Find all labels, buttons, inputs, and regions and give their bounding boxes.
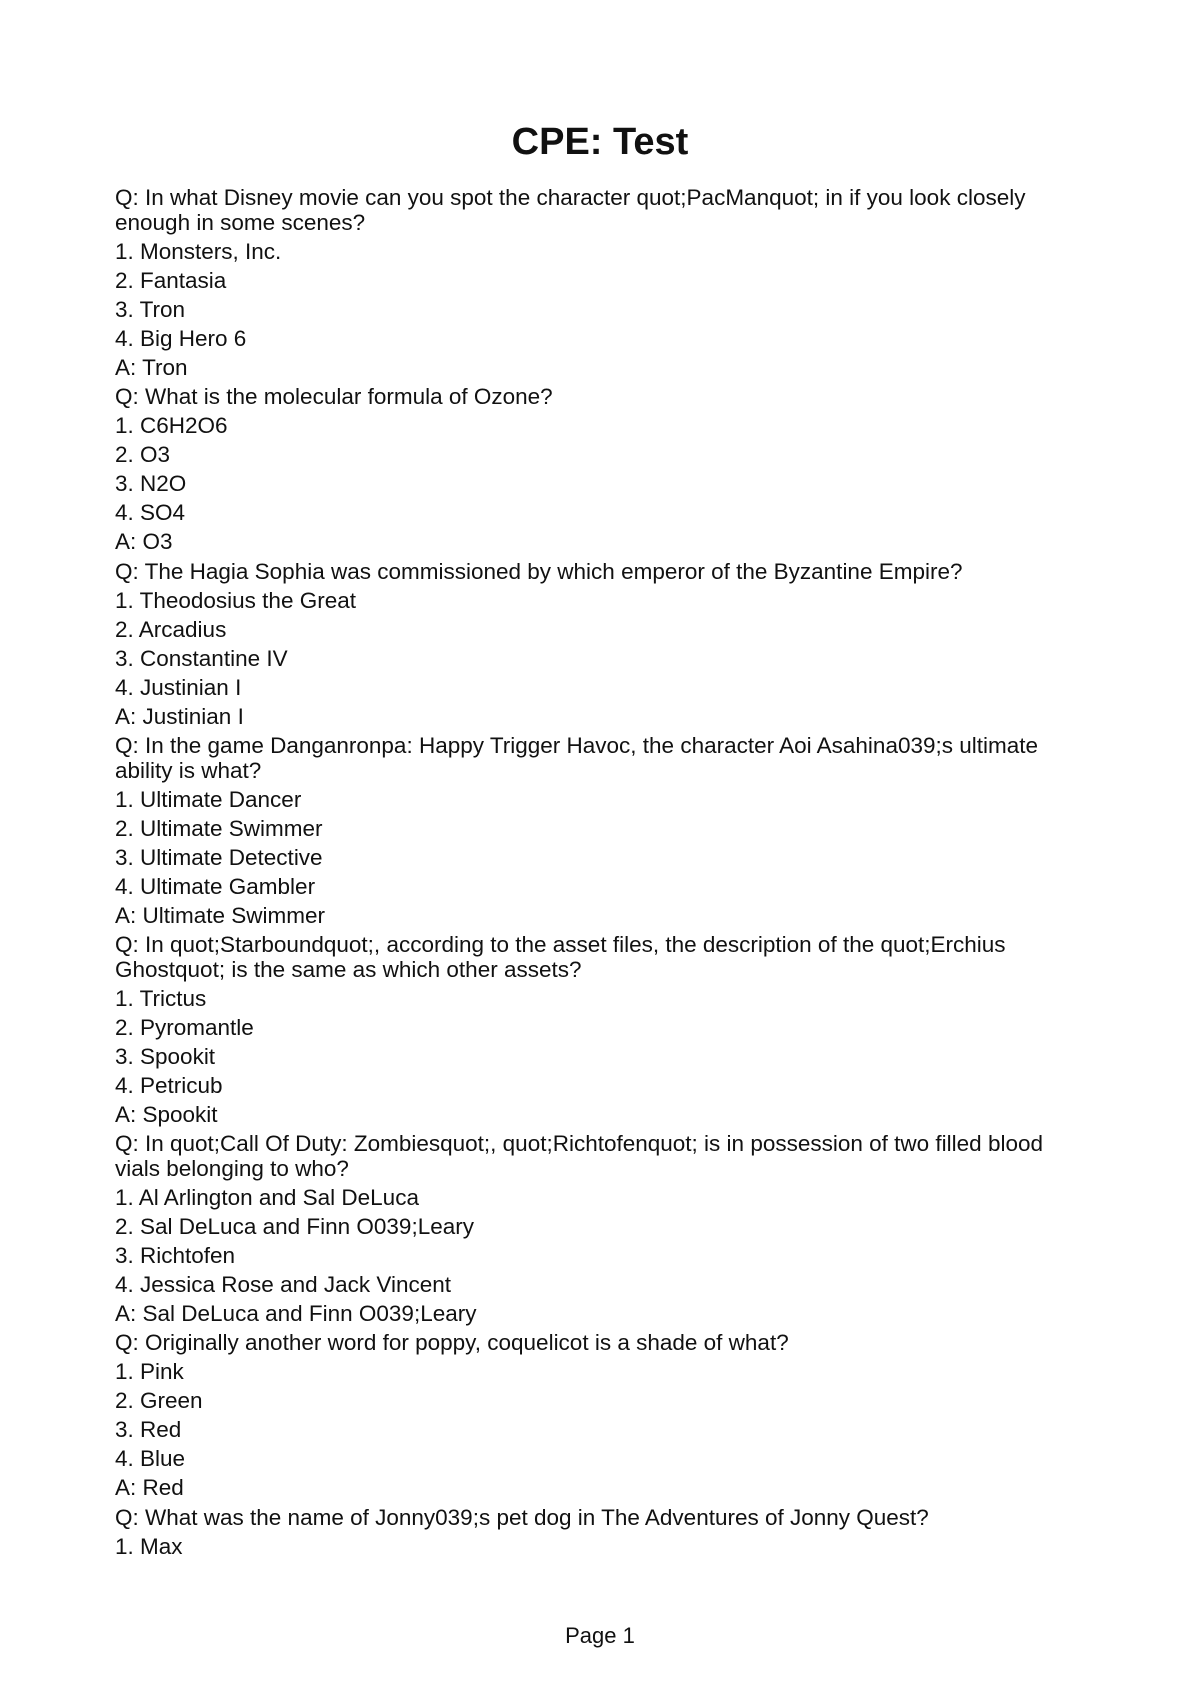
option-item: 3. Ultimate Detective <box>115 844 323 870</box>
option-item: 3. N2O <box>115 471 187 496</box>
option-item: 4. SO4 <box>115 500 186 525</box>
question-text: Q: In quot;Starboundquot;, according to the asset files, the description of the quot;Erchius Ghostquot; is the same as which other assets? <box>115 932 1006 982</box>
question-block <box>115 933 1075 1127</box>
option-item: 1. Ultimate Dancer <box>115 786 302 812</box>
answer-text: A: Tron <box>115 354 188 380</box>
option-item: 4. Ultimate Gambler <box>115 873 316 899</box>
answer-text: A: Justinian I <box>115 703 244 729</box>
question-block <box>115 1132 1075 1326</box>
option-item: 1. Monsters, Inc. <box>115 238 282 264</box>
question-block <box>115 734 1075 928</box>
option-item: 4. Big Hero 6 <box>115 325 247 351</box>
question-text: Q: In quot;Call Of Duty: Zombiesquot;, quot;Richtofenquot; is in possession of two filled blood vials belonging to who? <box>115 1131 1043 1181</box>
option-item: 2. Ultimate Swimmer <box>115 815 323 841</box>
question-block <box>115 1506 1075 1560</box>
question-text: Q: In what Disney movie can you spot the character quot;PacManquot; in if you look closely enough in some scenes? <box>115 185 1026 235</box>
answer-text: A: Spookit <box>115 1101 218 1127</box>
question-text: Q: What is the molecular formula of Ozone? <box>115 384 553 409</box>
option-item: 4. Blue <box>115 1446 186 1471</box>
option-item: 2. Pyromantle <box>115 1014 254 1040</box>
question-block <box>115 560 1075 730</box>
question-block <box>115 186 1075 380</box>
option-item: 1. Max <box>115 1533 183 1559</box>
option-item: 4. Justinian I <box>115 674 242 700</box>
question-block <box>115 1331 1075 1501</box>
option-item: 3. Red <box>115 1417 182 1442</box>
answer-text: A: Sal DeLuca and Finn O039;Leary <box>115 1300 477 1326</box>
option-item: 1. C6H2O6 <box>115 413 228 438</box>
answer-text: A: Red <box>115 1475 184 1500</box>
option-item: 1. Trictus <box>115 985 207 1011</box>
option-item: 3. Spookit <box>115 1043 216 1069</box>
option-item: 1. Al Arlington and Sal DeLuca <box>115 1184 419 1210</box>
option-item: 2. Arcadius <box>115 616 227 642</box>
option-item: 2. Sal DeLuca and Finn O039;Leary <box>115 1213 474 1239</box>
question-text: Q: In the game Danganronpa: Happy Trigger Havoc, the character Aoi Asahina039;s ultimate ability is what? <box>115 733 1039 783</box>
option-item: 3. Richtofen <box>115 1242 236 1268</box>
option-item: 2. O3 <box>115 442 171 467</box>
option-item: 2. Green <box>115 1388 203 1413</box>
option-item: 3. Constantine IV <box>115 645 288 671</box>
page-number: Page 1 <box>565 1623 635 1648</box>
question-block <box>115 385 1075 555</box>
question-list <box>115 186 1075 1559</box>
option-item: 1. Theodosius the Great <box>115 587 356 613</box>
option-item: 4. Petricub <box>115 1072 223 1098</box>
option-item: 2. Fantasia <box>115 267 227 293</box>
question-text: Q: The Hagia Sophia was commissioned by which emperor of the Byzantine Empire? <box>115 558 963 584</box>
answer-text: A: Ultimate Swimmer <box>115 902 326 928</box>
page-title: CPE: Test <box>511 121 689 163</box>
answer-text: A: O3 <box>115 529 173 554</box>
option-item: 3. Tron <box>115 296 186 322</box>
option-item: 4. Jessica Rose and Jack Vincent <box>115 1271 452 1297</box>
option-item: 1. Pink <box>115 1359 184 1384</box>
question-text: Q: Originally another word for poppy, coquelicot is a shade of what? <box>115 1330 789 1355</box>
question-text: Q: What was the name of Jonny039;s pet dog in The Adventures of Jonny Quest? <box>115 1504 929 1530</box>
